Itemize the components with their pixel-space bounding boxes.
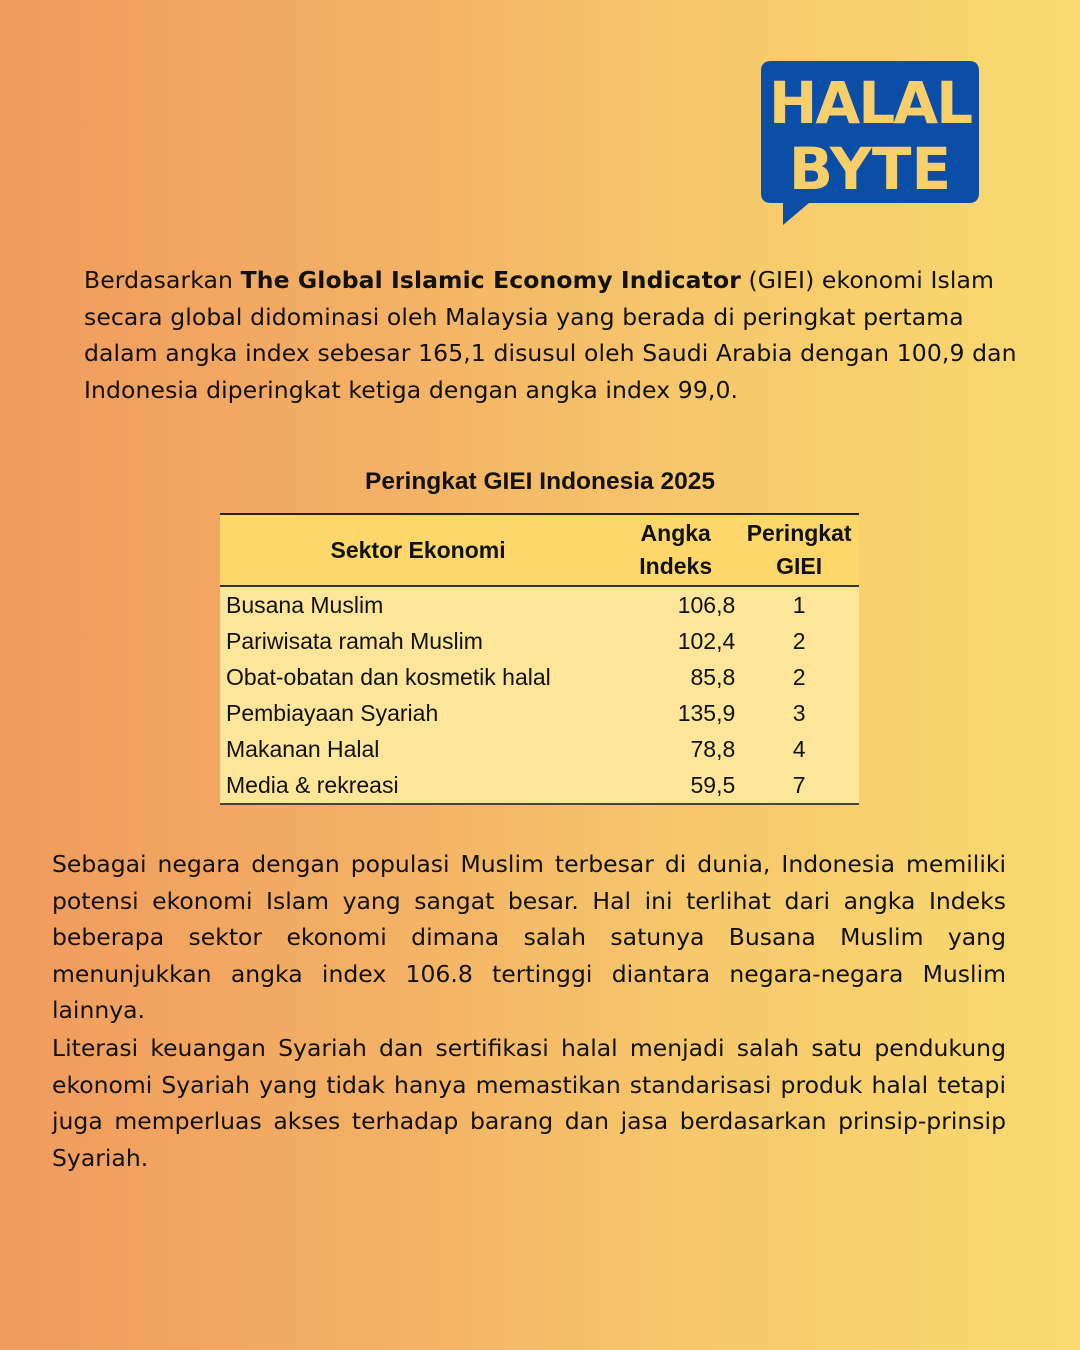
intro-prefix: Berdasarkan [84,266,241,294]
cell-sector: Pembiayaan Syariah [226,699,439,726]
cell-rank: 7 [739,767,859,804]
cell-index: 85,8 [690,663,736,690]
giei-table [220,513,859,805]
table-row [220,731,859,767]
table-header-row [220,514,859,586]
cell-sector: Makanan Halal [226,735,380,762]
cell-index: 135,9 [677,699,736,726]
cell-sector: Pariwisata ramah Muslim [226,627,483,654]
table-row [220,659,859,695]
cell-index: 78,8 [690,735,736,762]
cell-rank: 2 [792,663,806,690]
logo-line1: HALAL [768,69,972,137]
cell-sector: Obat-obatan dan kosmetik halal [226,663,551,690]
table-row [220,695,859,731]
header-sector: Sektor Ekonomi [220,514,616,586]
header-index-line2: Indeks [639,553,713,579]
cell-rank: 4 [792,735,806,762]
cell-sector: Media & rekreasi [220,767,616,804]
logo-line2: BYTE [788,135,952,203]
halal-byte-logo [761,61,979,226]
table-row [220,623,859,659]
cell-rank: 2 [792,627,806,654]
body-paragraph-population: Sebagai negara dengan populasi Muslim terbesar di dunia, Indonesia memiliki potensi ekonomi Islam yang sangat besar. Hal ini terlihat dari angka Indeks beberapa sektor ekonomi dimana salah satunya Busana Muslim yang menunjukkan angka index 106.8 tertinggi diantara negara-negara Muslim lainnya. [52,850,1006,1024]
cell-index: 59,5 [616,767,739,804]
header-rank-line1: Peringkat [746,520,852,546]
header-rank [739,514,859,586]
body-paragraph-literacy: Literasi keuangan Syariah dan sertifikasi halal menjadi salah satu pendukung ekonomi Syariah yang tidak hanya memastikan standarisasi produk halal tetapi juga memperluas akses terhadap barang dan jasa berdasarkan prinsip-prinsip Syariah. [52,1034,1006,1172]
cell-index: 102,4 [677,627,736,654]
intro-paragraph [84,262,1029,408]
header-index [616,514,739,586]
intro-suffix: (GIEI) ekonomi Islam secara global didominasi oleh Malaysia yang berada di peringkat pertama dalam angka index sebesar 165,1 disusul oleh Saudi Arabia dengan 100,9 dan Indonesia diperingkat ketiga dengan angka index 99,0. [84,266,1017,404]
table-row [220,586,859,623]
table-title: Peringkat GIEI Indonesia 2025 [365,468,715,495]
cell-sector: Busana Muslim [226,591,384,618]
header-rank-line2: GIEI [776,553,823,579]
table-row [220,767,859,804]
cell-index: 106,8 [677,591,736,618]
cell-rank: 1 [792,591,806,618]
cell-rank: 3 [792,699,806,726]
intro-bold-term: The Global Islamic Economy Indicator [240,266,741,294]
speech-bubble-logo-icon [761,61,979,226]
header-index-line1: Angka [640,520,711,546]
